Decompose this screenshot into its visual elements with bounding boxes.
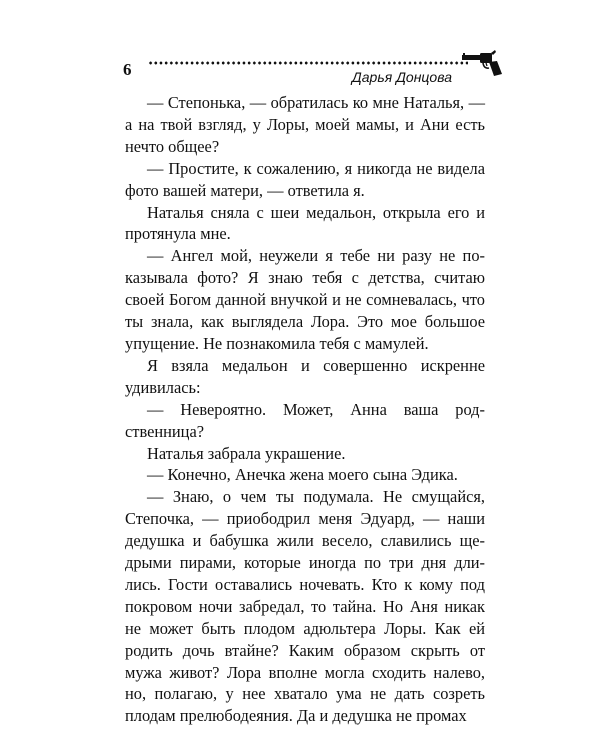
paragraph: — Простите, к сожалению, я никогда не видела фото вашей матери, — ответила я. — [125, 158, 485, 200]
page-number: 6 — [123, 60, 132, 79]
paragraph: Я взяла медальон и совершенно искренне удивилась: — [125, 355, 485, 397]
paragraph: — Ангел мой, неужели я тебе ни разу не показывала фото? Я знаю тебя с детства, считаю своей Богом данной внучкой и не сомневалась, что ты знала, как выглядела Лора. Это мое большое упущение. Не познакомила тебя с мамулей. — [125, 246, 485, 353]
paragraph: — Невероятно. Может, Анна ваша родственница? — [125, 399, 485, 441]
paragraph: — Знаю, о чем ты подумала. Не смущайся, Степочка, — приободрил меня Эдуард, — наши дедушка и бабушка жили весело, славились щедрыми пирами, которые иногда по три дня длились. Гости оставались ночевать. Кто к кому под покровом ночи забредал, то тайна. Но Аня никак не может быть плодом адюльтера Лоры. Как ей родить дочь втайне? Каким образом скрыть от мужа живот? Лора вполне могла сходить налево, но, полагаю, у нее хватало ума не дать созреть плодам прелюбодеяния. Да и дедушка не промах — [125, 487, 485, 726]
paragraph: — Степонька, — обратилась ко мне Наталья, — а на твой взгляд, у Лоры, моей мамы, и Ани есть нечто общее? — [125, 93, 485, 156]
paragraph: — Конечно, Анечка жена моего сына Эдика. — [147, 465, 458, 485]
paragraph: Наталья сняла с шеи медальон, открыла его и протянула мне. — [125, 202, 485, 244]
dotted-rule — [148, 60, 468, 66]
paragraph: Наталья забрала украшение. — [147, 443, 346, 463]
body-text — [125, 92, 485, 727]
author-name: Дарья Донцова — [351, 69, 452, 85]
revolver-icon — [462, 50, 502, 76]
